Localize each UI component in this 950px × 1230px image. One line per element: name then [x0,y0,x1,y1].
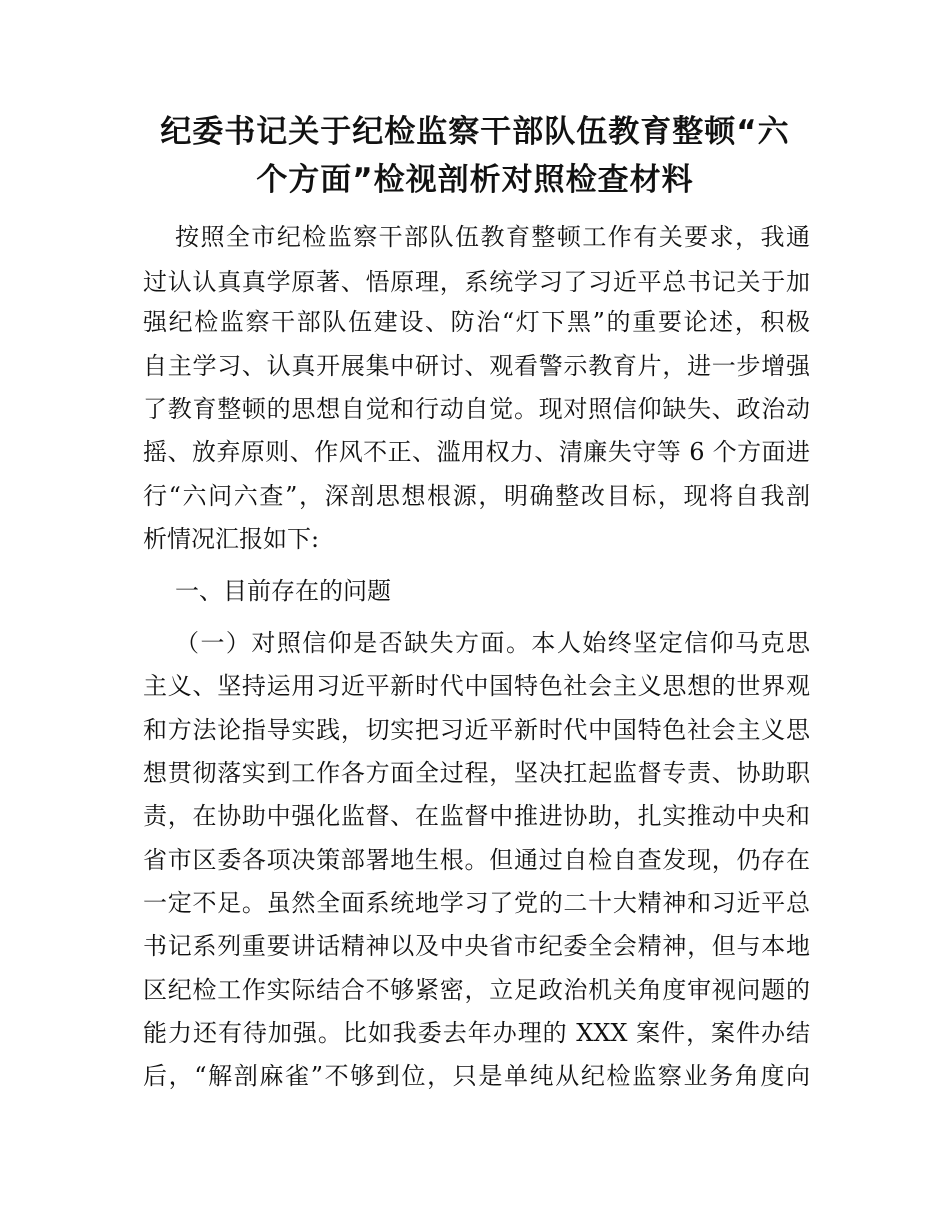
section-paragraph-line: 一定不足。虽然全面系统地学习了党的二十大精神和习近平总 [143,889,810,917]
intro-paragraph-line: 析情况汇报如下: [143,525,320,553]
document-title-line-1: 纪委书记关于纪检监察干部队伍教育整顿“六 [160,114,790,150]
section-paragraph-line: 能力还有待加强。比如我委去年办理的 XXX 案件，案件办结 [143,1019,810,1047]
intro-paragraph-line: 按照全市纪检监察干部队伍教育整顿工作有关要求，我通 [175,223,810,251]
section-paragraph-line: 和方法论指导实践，切实把习近平新时代中国特色社会主义思 [143,716,810,744]
section-paragraph-line: 省市区委各项决策部署地生根。但通过自检自查发现，仍存在 [143,846,810,874]
intro-paragraph-line: 了教育整顿的思想自觉和行动自觉。现对照信仰缺失、政治动 [143,395,810,423]
section-paragraph-line: （一）对照信仰是否缺失方面。本人始终坚定信仰马克思 [175,629,810,657]
section-paragraph-line: 想贯彻落实到工作各方面全过程，坚决扛起监督专责、协助职 [143,759,810,787]
section-paragraph-line: 后，“解剖麻雀”不够到位，只是单纯从纪检监察业务角度向 [143,1062,810,1090]
intro-paragraph-line: 自主学习、认真开展集中研讨、观看警示教育片，进一步增强 [143,352,810,380]
document-title-line-2: 个方面”检视剖析对照检查材料 [256,162,694,198]
section-paragraph-line: 责，在协助中强化监督、在监督中推进协助，扎实推动中央和 [143,802,810,830]
intro-paragraph-line: 强纪检监察干部队伍建设、防治“灯下黑”的重要论述，积极 [143,308,810,336]
section-paragraph-line: 区纪检工作实际结合不够紧密，立足政治机关角度审视问题的 [143,976,810,1004]
section-heading: 一、目前存在的问题 [175,577,391,605]
section-paragraph-line: 书记系列重要讲话精神以及中央省市纪委全会精神，但与本地 [143,932,810,960]
intro-paragraph-line: 过认认真真学原著、悟原理，系统学习了习近平总书记关于加 [143,268,810,296]
intro-paragraph-line: 摇、放弃原则、作风不正、滥用权力、清廉失守等 6 个方面进 [143,438,810,466]
section-paragraph-line: 主义、坚持运用习近平新时代中国特色社会主义思想的世界观 [143,672,810,700]
intro-paragraph-line: 行“六问六查”，深剖思想根源，明确整改目标，现将自我剖 [143,482,810,510]
